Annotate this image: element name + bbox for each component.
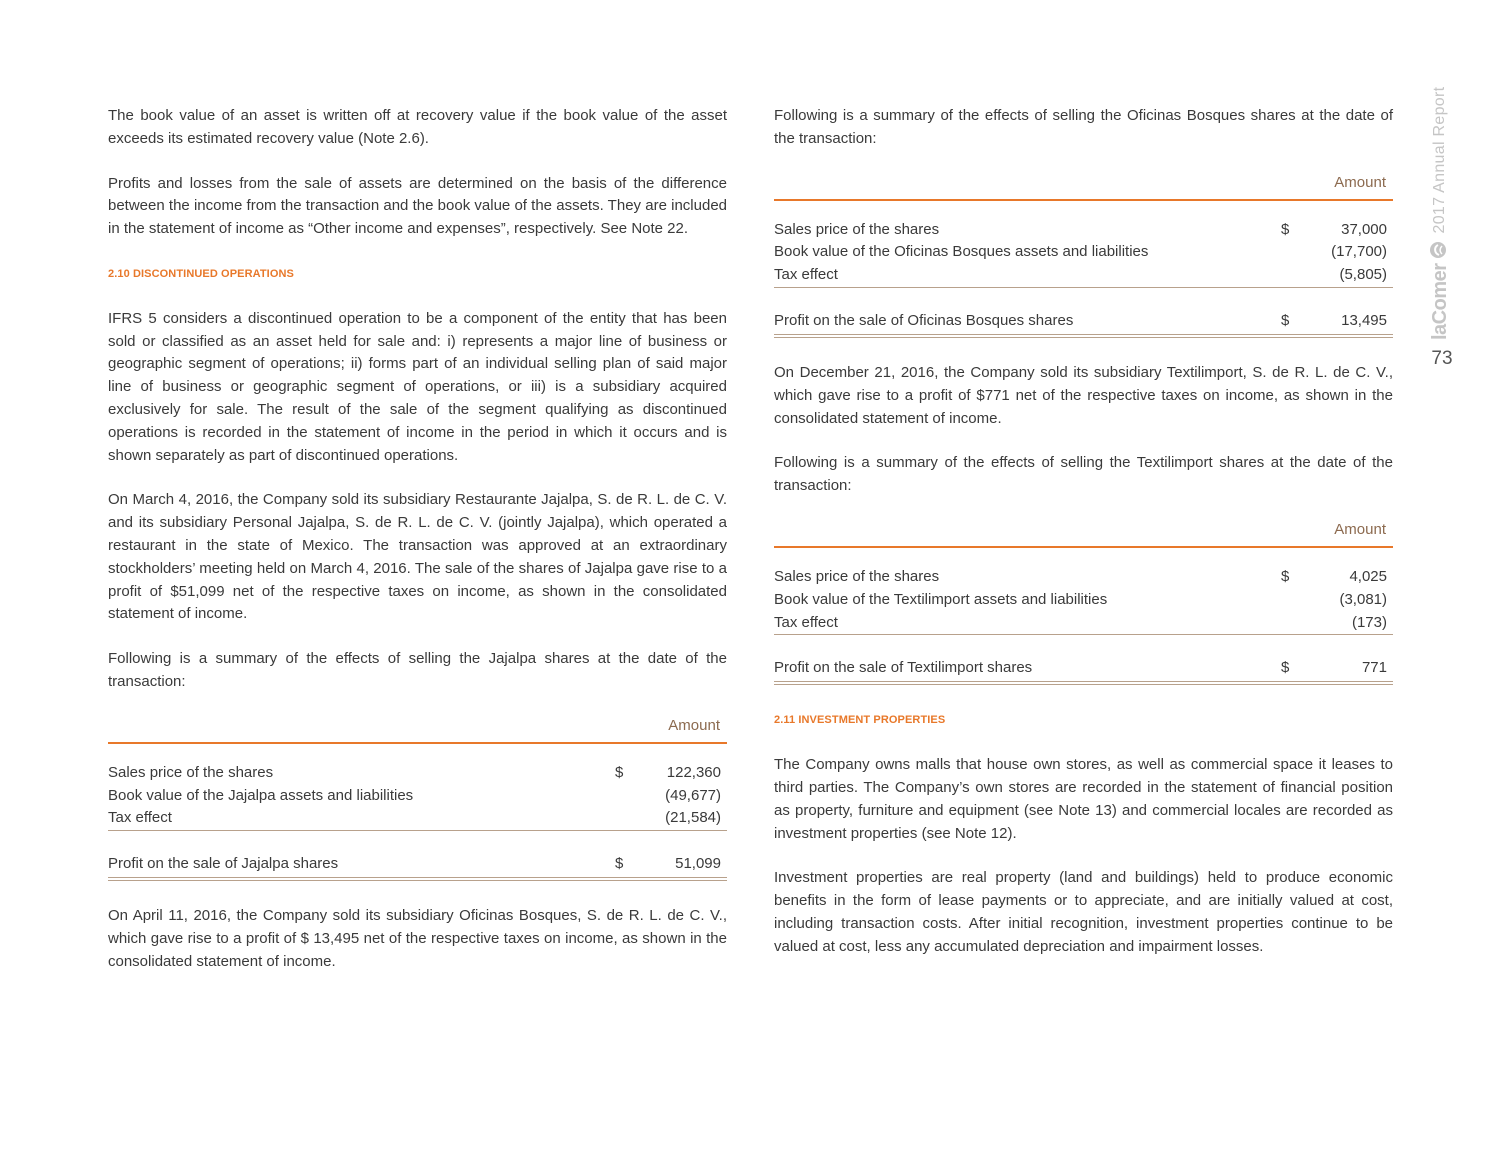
table-total-row	[774, 657, 1393, 685]
amount-column-header: Amount	[774, 520, 1393, 548]
table-row	[774, 566, 1393, 589]
table-row	[774, 612, 1393, 636]
row-label: Sales price of the shares	[774, 567, 940, 585]
currency-symbol: $	[1281, 659, 1290, 677]
row-label: Sales price of the shares	[108, 763, 274, 781]
lacomer-logo: laComer	[1428, 263, 1451, 340]
heading-discontinued-operations: 2.10 DISCONTINUED OPERATIONS	[108, 267, 294, 280]
row-label: Tax effect	[774, 266, 838, 284]
paragraph-bosques-sale: On April 11, 2016, the Company sold its subsidiary Oficinas Bosques, S. de R. L. de C. V., which gave rise to a profit of $ 13,495 net of the respective taxes on income, as shown in the consolidated statement of income.	[108, 907, 727, 970]
total-value: 771	[1361, 659, 1387, 677]
table-row	[108, 807, 727, 831]
row-label: Tax effect	[774, 613, 838, 631]
table-total-row	[774, 310, 1393, 338]
currency-symbol: $	[1281, 220, 1290, 238]
paragraph-textilimport-sale: On December 21, 2016, the Company sold its subsidiary Textilimport, S. de R. L. de C. V., which gave rise to a profit of $771 net of the respective taxes on income, as shown in the consolidated statement of income.	[774, 363, 1393, 427]
amount-column-header: Amount	[108, 716, 727, 744]
table-textilimport	[774, 520, 1393, 685]
table-row	[774, 241, 1393, 264]
total-label: Profit on the sale of Oficinas Bosques shares	[774, 311, 1074, 329]
total-label: Profit on the sale of Textilimport shares	[774, 659, 1033, 677]
annual-report-title: 2017 Annual Report	[1431, 86, 1448, 234]
table-row	[108, 762, 727, 785]
currency-symbol: $	[615, 855, 624, 873]
total-label: Profit on the sale of Jajalpa shares	[108, 855, 339, 873]
left-column	[108, 105, 727, 996]
paragraph-textilimport-summary-intro: Following is a summary of the effects of selling the Textilimport shares at the date of the transaction:	[774, 454, 1393, 495]
table-oficinas-bosques	[774, 173, 1393, 338]
lacomer-swirl-icon	[1429, 241, 1452, 259]
paragraph-profits-losses: Profits and losses from the sale of assets are determined on the basis of the difference between the income from the transaction and the book value of the assets. They are included in the statement of income as “Other income and expenses”, respectively. See Note 22.	[108, 174, 727, 238]
row-value: 4,025	[1349, 567, 1387, 585]
paragraph-jajalpa-sale: On March 4, 2016, the Company sold its subsidiary Restaurante Jajalpa, S. de R. L. de C. V. and its subsidiary Personal Jajalpa, S. de R. L. de C. V. (jointly Jajalpa), which operated a restaurant in the state of Mexico. The transaction was approved at an extraordinary stockholders’ meeting held on March 4, 2016. The sale of the shares of Jajalpa gave rise to a profit of $51,099 net of the respective taxes on income, as shown in the consolidated statement of income.	[108, 491, 727, 623]
side-brand-strip	[1410, 60, 1470, 380]
row-label: Book value of the Jajalpa assets and liabilities	[108, 786, 414, 804]
row-value: (3,081)	[1339, 590, 1387, 608]
row-value: (173)	[1351, 613, 1387, 631]
paragraph-investment-properties-definition: Investment properties are real property (land and buildings) held to produce economic benefits in the form of lease payments or to appreciate, and are initially valued at cost, including transaction costs. After initial recognition, investment properties continue to be valued at cost, less any accumulated depreciation and impairment losses.	[774, 869, 1393, 955]
row-value: (49,677)	[665, 786, 721, 804]
paragraph-malls: The Company owns malls that house own stores, as well as commercial space it leases to third parties. The Company’s own stores are recorded in the statement of financial position as property, furniture and equipment (see Note 13) and commercial locales are recorded as investment properties (see Note 12).	[774, 756, 1393, 842]
paragraph-bosques-summary-intro: Following is a summary of the effects of selling the Oficinas Bosques shares at the date of the transaction:	[774, 107, 1393, 147]
currency-symbol: $	[1281, 311, 1290, 329]
row-value: (21,584)	[665, 809, 721, 827]
row-value: 122,360	[666, 763, 721, 781]
vertical-branding	[1428, 60, 1458, 340]
row-value: (17,700)	[1331, 243, 1387, 261]
currency-symbol: $	[1281, 567, 1290, 585]
amount-column-header: Amount	[774, 173, 1393, 201]
right-column	[774, 105, 1393, 981]
table-row	[108, 785, 727, 808]
heading-investment-properties: 2.11 INVESTMENT PROPERTIES	[774, 714, 946, 727]
row-label: Tax effect	[108, 809, 172, 827]
table-row	[774, 589, 1393, 612]
page-number: 73	[1431, 348, 1453, 369]
table-jajalpa	[108, 716, 727, 881]
row-value: 37,000	[1341, 220, 1387, 238]
row-label: Sales price of the shares	[774, 220, 940, 238]
currency-symbol: $	[615, 763, 624, 781]
table-row	[774, 219, 1393, 242]
paragraph-jajalpa-summary-intro: Following is a summary of the effects of selling the Jajalpa shares at the date of the transaction:	[108, 650, 727, 690]
table-row	[774, 264, 1393, 288]
paragraph-book-value: The book value of an asset is written off at recovery value if the book value of the asset exceeds its estimated recovery value (Note 2.6).	[108, 107, 727, 147]
row-value: (5,805)	[1339, 266, 1387, 284]
paragraph-ifrs5: IFRS 5 considers a discontinued operation to be a component of the entity that has been sold or classified as an asset held for sale and: i) represents a major line of business or geographic segment of operations; ii) forms part of an individual selling plan of said major line of business or geographic segment of operations, or iii) is a subsidiary acquired exclusively for sale. The result of the sale of the segment qualifying as discontinued operations is recorded in the statement of income in the period in which it occurs and is shown separately as part of discontinued operations.	[108, 309, 727, 464]
total-value: 13,495	[1341, 311, 1387, 329]
table-total-row	[108, 853, 727, 881]
row-label: Book value of the Textilimport assets and liabilities	[774, 590, 1108, 608]
row-label: Book value of the Oficinas Bosques assets and liabilities	[774, 243, 1149, 261]
vertical-branding-text	[1428, 60, 1452, 340]
total-value: 51,099	[675, 855, 721, 873]
